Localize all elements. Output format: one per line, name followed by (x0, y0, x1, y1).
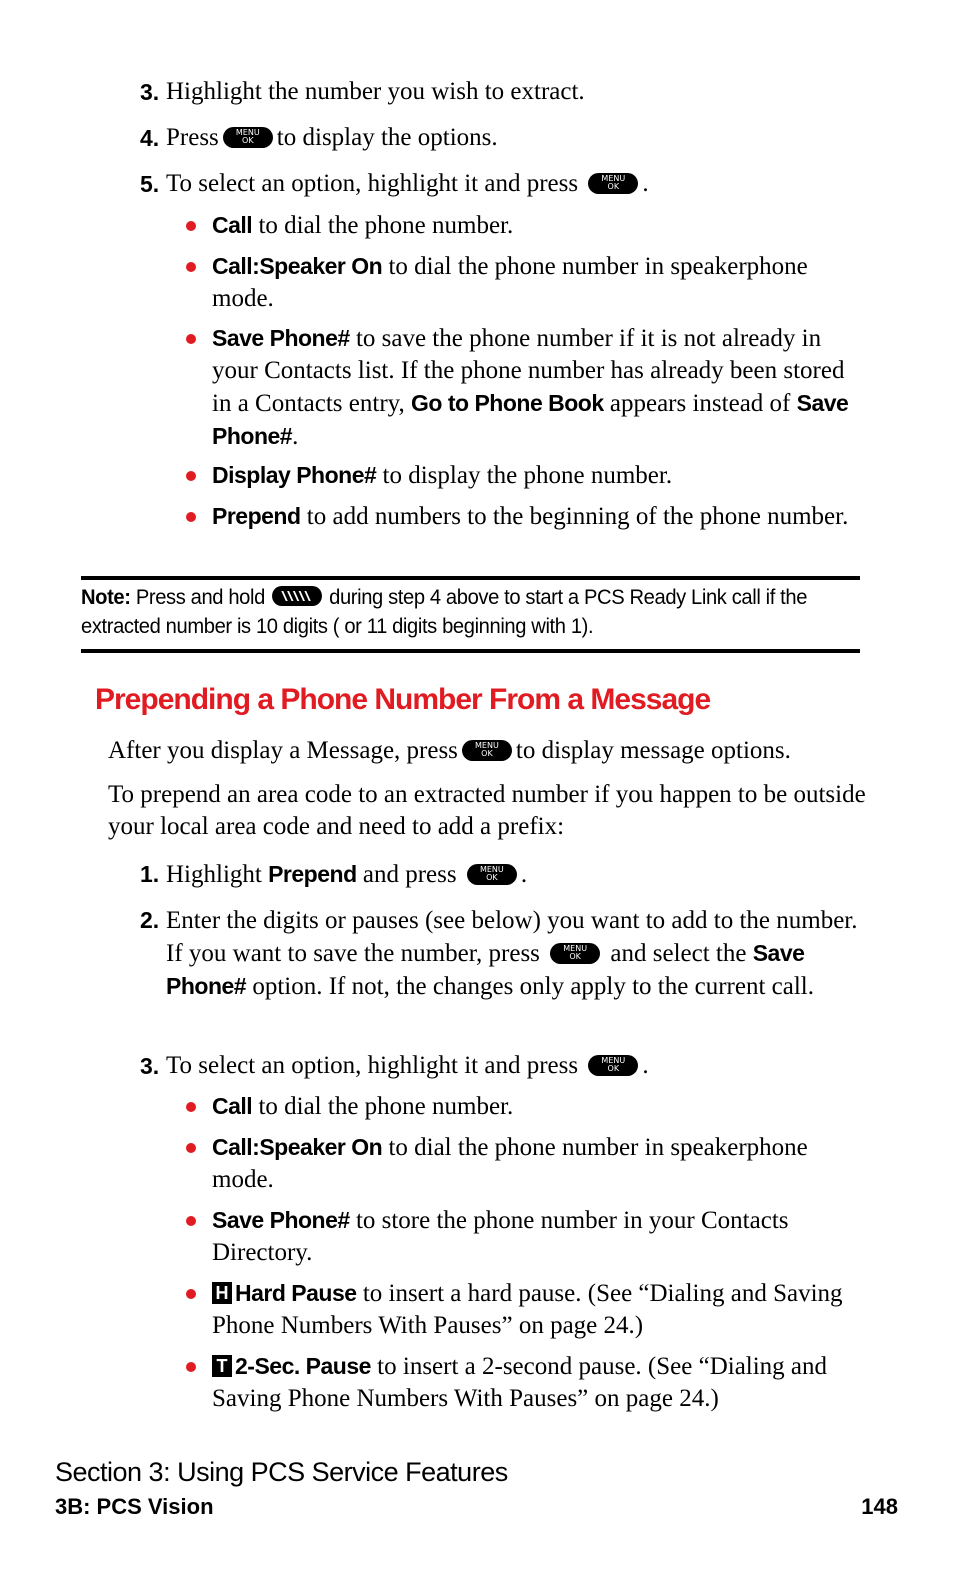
option-hard-pause: H Hard Pause to insert a hard pause. (See “Dialing and Saving Phone Numbers With Pauses” on page 24.) (186, 1277, 866, 1342)
intro-paragraph-2: To prepend an area code to an extracted number if you happen to be outside your local area code and need to add a prefix: (108, 781, 866, 840)
note-bottom-rule (81, 649, 860, 653)
option-label: 2-Sec. Pause (235, 1353, 371, 1379)
option-label: Display Phone# (212, 462, 377, 488)
step-number: 4. (140, 125, 160, 151)
menu-ok-key-icon: MENU OK (462, 740, 512, 761)
option-label: Call (212, 212, 253, 238)
bullet-dot-icon (186, 334, 196, 344)
option-save-phone: Save Phone# to save the phone number if it is not already in your Contacts list. If the phone number has already been stored in a Contacts entry, Go to Phone Book appears instead of Save Phone#. (186, 322, 866, 453)
bullet-dot-icon (186, 1143, 196, 1153)
option-label: Call:Speaker On (212, 253, 383, 279)
note-top-rule (81, 576, 860, 580)
option-label: Save Phone# (212, 390, 849, 449)
option-label: Save Phone# (212, 325, 350, 351)
option-label: Save Phone# (166, 940, 805, 999)
footer-chapter: 3B: PCS Vision (55, 1494, 214, 1519)
option-label: Call:Speaker On (212, 1134, 383, 1160)
option-label: Save Phone# (212, 1207, 350, 1233)
option-label: Hard Pause (235, 1280, 357, 1306)
option-call: Call to dial the phone number. (186, 1090, 866, 1123)
option-display-phone: Display Phone# to display the phone number. (186, 459, 866, 492)
step-text: Press (166, 124, 219, 151)
option-call-speaker-on: Call:Speaker On to dial the phone number in speakerphone mode. (186, 250, 866, 315)
option-2-sec-pause: T 2-Sec. Pause to insert a 2-second pause. (See “Dialing and Saving Phone Numbers With Pauses” on page 24.) (186, 1350, 866, 1415)
option-call-speaker-on: Call:Speaker On to dial the phone number in speakerphone mode. (186, 1131, 866, 1196)
timed-pause-icon: T (212, 1355, 232, 1377)
bullet-dot-icon (186, 512, 196, 522)
bullet-dot-icon (186, 1216, 196, 1226)
menu-ok-key-icon: MENU OK (467, 864, 517, 885)
step-number: 1. (140, 861, 160, 887)
bullet-dot-icon (186, 1289, 196, 1299)
bullet-dot-icon (186, 471, 196, 481)
step-number: 5. (140, 171, 160, 197)
menu-ok-key-icon: MENU OK (588, 173, 638, 194)
step-3-extract (140, 76, 860, 108)
step-text: to display the options. (276, 124, 498, 151)
page-number: 148 (861, 1494, 898, 1519)
note-text: Press and hold (135, 586, 265, 609)
step-number: 3. (140, 1053, 160, 1079)
bullet-dot-icon (186, 221, 196, 231)
step-1-highlight-prepend: 1. Highlight Prepend and press MENU OK . (140, 858, 860, 891)
option-label: Prepend (212, 503, 301, 529)
section-heading: Prepending a Phone Number From a Message (95, 683, 711, 716)
bullet-dot-icon (186, 262, 196, 272)
footer-section-title: Section 3: Using PCS Service Features (55, 1457, 508, 1487)
hard-pause-icon: H (212, 1282, 232, 1304)
step-2-enter-digits: 2. Enter the digits or pauses (see below) you want to add to the number. If you want to save the number, press MENU OK and select the Save Phone# option. If not, the changes only apply to the current call. (140, 904, 860, 1003)
note-box (81, 583, 830, 641)
bullet-dot-icon (186, 1102, 196, 1112)
step-4-press (140, 122, 860, 154)
note-text: during step 4 above to start a PCS Ready Link call if the extracted number is 10 digits ( or 11 digits beginning with 1). (81, 586, 808, 638)
option-save-phone: Save Phone# to store the phone number in your Contacts Directory. (186, 1204, 866, 1269)
intro-paragraph-1: After you display a Message, press MENU OK to display message options. (108, 737, 791, 764)
note-label: Note: (81, 586, 131, 609)
menu-ok-key-icon: MENU OK (550, 943, 600, 964)
option-prepend: Prepend to add numbers to the beginning of the phone number. (186, 500, 866, 533)
step-text: To select an option, highlight it and press (166, 170, 579, 197)
menu-ok-key-icon: MENU OK (588, 1055, 638, 1076)
menu-ok-key-icon: MENU OK (223, 127, 273, 148)
option-call: Call to dial the phone number. (186, 209, 866, 242)
talk-key-icon (272, 586, 322, 606)
step-3-select: 3. To select an option, highlight it and press MENU OK . (140, 1050, 860, 1082)
option-label: Call (212, 1093, 253, 1119)
option-label: Prepend (268, 861, 357, 887)
step-number: 2. (140, 907, 160, 933)
step-5-select: 5. To select an option, highlight it and press MENU OK . (140, 168, 860, 200)
option-label: Go to Phone Book (411, 390, 604, 416)
step-number: 3. (140, 79, 160, 105)
step-text: Highlight the number you wish to extract. (166, 78, 585, 105)
bullet-dot-icon (186, 1362, 196, 1372)
